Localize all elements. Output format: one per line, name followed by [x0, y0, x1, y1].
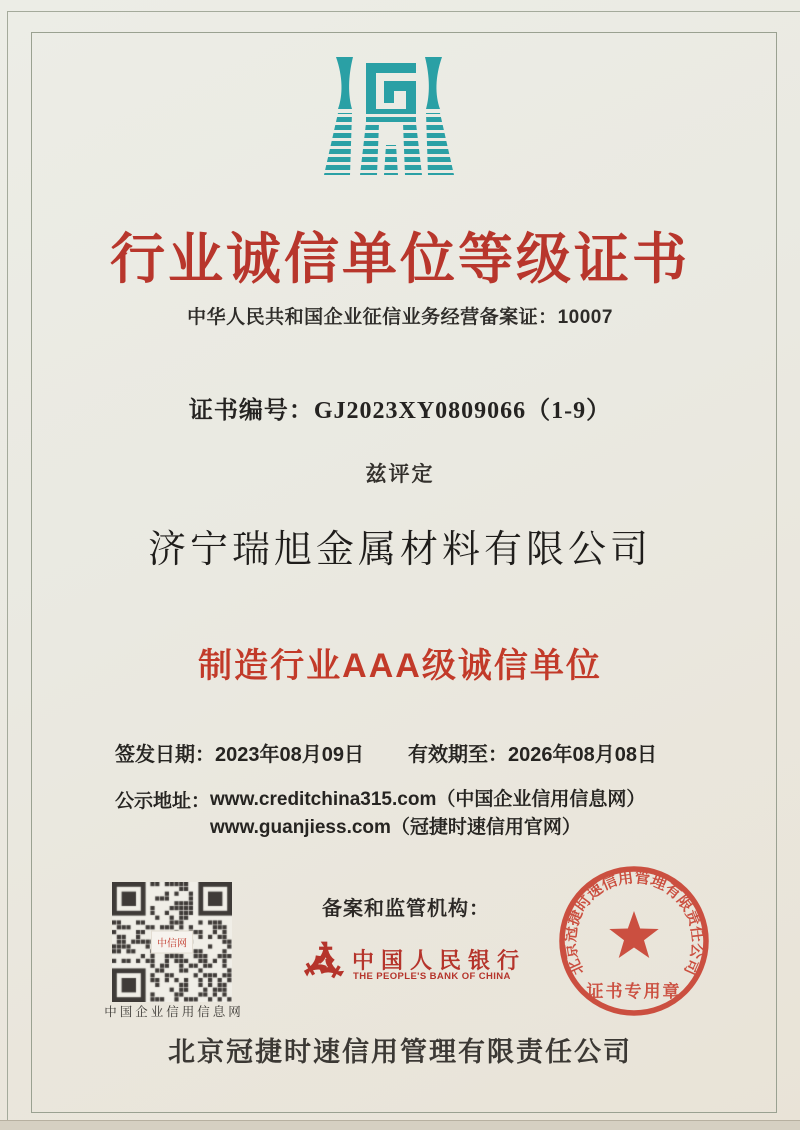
guanjie-logo-icon: [324, 57, 454, 183]
seal-bottom-text: 证书专用章: [586, 982, 682, 1001]
publicity-block: [115, 786, 645, 842]
qr-center-label: 中信网: [151, 931, 193, 954]
company-name: 济宁瑞旭金属材料有限公司: [147, 529, 652, 571]
regulator-label: 备案和监管机构：: [322, 898, 490, 920]
photo-edge-band: [0, 1120, 800, 1130]
grade-line: 制造行业AAA级诚信单位: [198, 647, 602, 685]
pboc-name-en: THE PEOPLE'S BANK OF CHINA: [353, 971, 511, 982]
publicity-url-2: www.guanjiess.com（冠捷时速信用官网）: [210, 817, 581, 838]
valid-until: 有效期至：2026年08月08日: [408, 744, 657, 766]
award-intro: 兹评定: [365, 463, 435, 486]
qr-code: [112, 882, 232, 1002]
issuer-company: 北京冠捷时速信用管理有限责任公司: [168, 1037, 632, 1067]
qr-caption: 中国企业信用信息网: [104, 1005, 244, 1019]
issue-date: 签发日期：2023年08月09日: [115, 744, 364, 766]
record-number-line: 中华人民共和国企业征信业务经营备案证：10007: [187, 307, 613, 328]
pboc-emblem-icon: [301, 940, 347, 986]
publicity-url-1: www.creditchina315.com（中国企业信用信息网）: [210, 789, 646, 810]
certificate-number: 证书编号：GJ2023XY0809066（1-9）: [188, 398, 612, 424]
publicity-label: 公示地址：: [115, 791, 211, 812]
certificate-title: 行业诚信单位等级证书: [109, 228, 690, 290]
company-seal: [556, 863, 712, 1019]
pboc-name-cn: 中国人民银行: [352, 948, 527, 973]
seal-star-icon: [609, 911, 658, 958]
seal-ring-text: 北京冠捷时速信用管理有限责任公司: [562, 869, 706, 978]
